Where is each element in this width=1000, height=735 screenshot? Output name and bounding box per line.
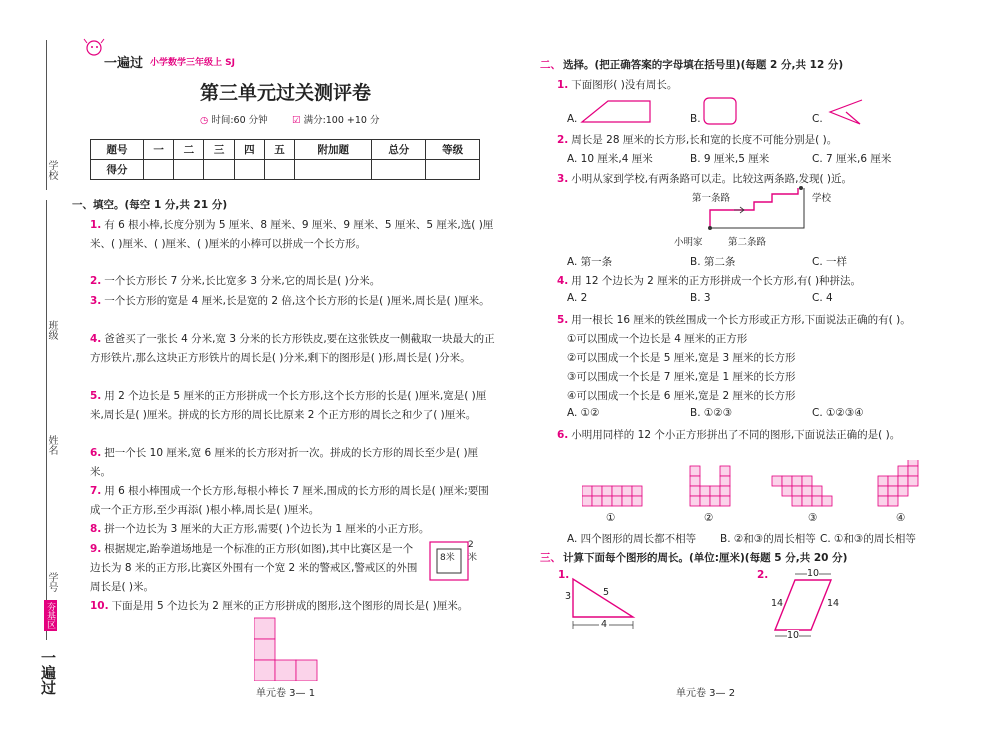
- question-number: 2.: [90, 275, 102, 287]
- score-header: 三: [204, 140, 234, 160]
- s3-fig1-side-a: 3: [565, 591, 572, 602]
- s1-q1: 1. 有 6 根小棒,长度分别为 5 厘米、8 厘米、9 厘米、9 厘米、5 厘米、5 厘米,选( )厘米、( )厘米、( )厘米、( )厘米的小棒可以拼成一个长方形。: [90, 219, 494, 250]
- s2-q3-map: [672, 186, 842, 248]
- s2-q1-shape-b: [702, 96, 738, 129]
- s1-q7: 7. 用 6 根小棒围成一个长方形,每根小棒长 7 厘米,围成的长方形的周长是( )厘米;要围成一个正方形,至少再添( )根小棒,周长是( )厘米。: [90, 485, 489, 516]
- s1-q3: 3. 一个长方形的宽是 4 厘米,长是宽的 2 倍,这个长方形的长是( )厘米,周长是( )厘米。: [90, 295, 490, 307]
- s3-fig2-bottom: 10: [787, 630, 800, 641]
- score-header: 五: [264, 140, 294, 160]
- s2-q3-opt-a: A. 第一条: [567, 256, 613, 268]
- question-number: 3.: [557, 173, 569, 185]
- score-cell[interactable]: [144, 160, 174, 180]
- s3-fig1-side-c: 4: [601, 619, 608, 630]
- score-cell[interactable]: [234, 160, 264, 180]
- s2-q6-fig-label: ②: [704, 512, 714, 524]
- score-header: 二: [174, 140, 204, 160]
- question-number: 10.: [90, 600, 109, 612]
- s2-q4-opt-a: A. 2: [567, 292, 588, 304]
- s1-q5: 5. 用 2 个边长是 5 厘米的正方形拼成一个长方形,这个长方形的长是( )厘米,宽是( )厘米,周长是( )厘米。拼成的长方形的周长比原来 2 个正方形的周长之和少了( )厘米。: [90, 390, 487, 421]
- s2-q1-opt-b: B.: [690, 113, 701, 125]
- sidebar-tag: 夯基区: [45, 602, 55, 629]
- score-header: 等级: [426, 140, 480, 160]
- score-cell[interactable]: [372, 160, 426, 180]
- s1-q10-figure: [254, 617, 318, 684]
- footer-left: 单元卷 3— 1: [256, 688, 316, 699]
- question-number: 1.: [557, 79, 569, 91]
- question-number: 7.: [90, 485, 102, 497]
- s1-q8: 8. 拼一个边长为 3 厘米的大正方形,需要( )个边长为 1 厘米的小正方形。: [90, 523, 430, 535]
- question-number: 2.: [557, 134, 569, 146]
- score-header: 一: [144, 140, 174, 160]
- score-header: 总分: [372, 140, 426, 160]
- sidebar-brand: 一遍过: [39, 650, 57, 695]
- s1-q9-figure: [428, 538, 478, 586]
- score-table: [90, 139, 480, 180]
- score-row-label: 得分: [91, 160, 144, 180]
- score-cell[interactable]: [264, 160, 294, 180]
- s2-q1-opt-a: A.: [567, 113, 578, 125]
- s2-q4-opt-b: B. 3: [690, 292, 711, 304]
- sidebar-class: 班级: [46, 320, 57, 340]
- s2-q3: 3. 小明从家到学校,有两条路可以走。比较这两条路,发现( )近。: [557, 173, 853, 185]
- s3-fig1: [565, 575, 645, 633]
- time-info: [200, 112, 268, 126]
- s2-q2-opt-b: B. 9 厘米,5 厘米: [690, 153, 770, 165]
- s2-q6-opt-b: B. ②和③的周长相等: [720, 533, 816, 545]
- time-text: 时间:60 分钟: [211, 115, 268, 126]
- question-number: 9.: [90, 543, 102, 555]
- s2-q3-second-road: 第二条路: [728, 237, 767, 248]
- s2-q3-school: 学校: [812, 193, 832, 204]
- s3-fig2: [765, 568, 855, 642]
- score-cell[interactable]: [174, 160, 204, 180]
- question-number: 6.: [557, 429, 569, 441]
- s3-fig2-right: 14: [827, 598, 840, 609]
- sidebar-name: 姓名: [46, 435, 57, 455]
- score-header: 附加题: [295, 140, 372, 160]
- s2-q3-opt-b: B. 第二条: [690, 256, 736, 268]
- score-header: 题号: [91, 140, 144, 160]
- s2-q6-opt-a: A. 四个图形的周长都不相等: [567, 533, 697, 545]
- s2-q6-figures: [582, 460, 922, 514]
- s2-q1-opt-c: C.: [812, 113, 823, 125]
- question-number: 3.: [90, 295, 102, 307]
- s2-q5-item: ④可以围成一个长是 6 厘米,宽是 2 厘米的长方形: [567, 390, 796, 402]
- s2-q5-item: ①可以围成一个边长是 4 厘米的正方形: [567, 333, 748, 345]
- s1-q10: 10. 下面是用 5 个边长为 2 厘米的正方形拼成的图形,这个图形的周长是( )厘米。: [90, 600, 469, 612]
- score-header: 四: [234, 140, 264, 160]
- s3-fig2-left: 14: [771, 598, 784, 609]
- s2-q3-opt-c: C. 一样: [812, 256, 848, 268]
- s2-q2: 2. 周长是 28 厘米的长方形,长和宽的长度不可能分别是( )。: [557, 134, 838, 146]
- question-number: 6.: [90, 447, 102, 459]
- check-icon: ☑: [292, 115, 301, 126]
- section2-title: 二、 选择。(把正确答案的字母填在括号里)(每题 2 分,共 12 分): [540, 59, 844, 71]
- s2-q1-shape-c: [826, 98, 864, 129]
- s2-q6-fig-label: ④: [896, 512, 906, 524]
- footer-right: 单元卷 3— 2: [676, 688, 736, 699]
- s2-q5-item: ③可以围成一个长是 7 厘米,宽是 1 厘米的长方形: [567, 371, 796, 383]
- question-number: 4.: [557, 275, 569, 287]
- s2-q6-fig-label: ①: [606, 512, 616, 524]
- score-cell[interactable]: [426, 160, 480, 180]
- s2-q1-shape-a: [580, 98, 652, 127]
- s2-q5-opt-a: A. ①②: [567, 407, 600, 419]
- s2-q3-first-road: 第一条路: [692, 193, 731, 204]
- s1-q9-label-2: 2米: [468, 540, 478, 563]
- s2-q2-opt-a: A. 10 厘米,4 厘米: [567, 153, 653, 165]
- section-number: 三、: [540, 552, 561, 564]
- section1-title: [72, 197, 227, 212]
- s1-q9-label-8: 8米: [440, 553, 455, 563]
- s1-q2: 2. 一个长方形长 7 分米,长比宽多 3 分米,它的周长是( )分米。: [90, 275, 381, 287]
- question-number: 5.: [90, 390, 102, 402]
- s2-q5-item: ②可以围成一个长是 5 厘米,宽是 3 厘米的长方形: [567, 352, 796, 364]
- score-cell[interactable]: [204, 160, 234, 180]
- section-number: 二、: [540, 59, 561, 71]
- question-number: 4.: [90, 333, 102, 345]
- question-number: 8.: [90, 523, 102, 535]
- section3-title: 三、 计算下面每个图形的周长。(单位:厘米)(每题 5 分,共 20 分): [540, 552, 848, 564]
- s2-q6-fig-label: ③: [808, 512, 818, 524]
- s2-q2-opt-c: C. 7 厘米,6 厘米: [812, 153, 892, 165]
- s2-q3-home: 小明家: [674, 237, 703, 248]
- brand-name: 一遍过: [104, 56, 144, 71]
- s3-fig2-num: 2.: [757, 569, 769, 581]
- question-number: 1.: [90, 219, 102, 231]
- score-text: 满分:100 +10 分: [303, 115, 380, 126]
- question-number: 5.: [557, 314, 569, 326]
- s2-q6-opt-c: C. ①和③的周长相等: [820, 533, 916, 545]
- sidebar-school: 学校: [46, 160, 57, 180]
- score-info: [292, 112, 379, 126]
- section1-title-text: 一、填空。(每空 1 分,共 21 分): [72, 199, 228, 211]
- s2-q1: 1. 下面图形( )没有周长。: [557, 79, 678, 91]
- s2-q5: 5. 用一根长 16 厘米的铁丝围成一个长方形或正方形,下面说法正确的有( )。: [557, 314, 911, 326]
- s1-q6: 6. 把一个长 10 厘米,宽 6 厘米的长方形对折一次。拼成的长方形的周长至少是( )厘米。: [90, 447, 479, 478]
- s2-q4: 4. 用 12 个边长为 2 厘米的正方形拼成一个长方形,有( )种拼法。: [557, 275, 862, 287]
- s2-q6: 6. 小明用同样的 12 个小正方形拼出了不同的图形,下面说法正确的是( )。: [557, 429, 901, 441]
- sidebar-id: 学号: [46, 572, 57, 592]
- s3-fig1-num: 1.: [558, 569, 570, 581]
- page-title: 第三单元过关测评卷: [200, 82, 372, 104]
- s2-q5-opt-b: B. ①②③: [690, 407, 733, 419]
- clock-icon: ◷: [200, 115, 209, 126]
- s1-q9: 9. 根据规定,跆拳道场地是一个标准的正方形(如图),其中比赛区是一个边长为 8 米的正方形,比赛区外围有一个宽 2 米的警戒区,警戒区的外围周长是( )米。: [90, 543, 418, 593]
- s1-q4: 4. 爸爸买了一张长 4 分米,宽 3 分米的长方形铁皮,要在这张铁皮一侧截取一块最大的正方形铁片,那么这块正方形铁片的周长是( )分米,剩下的图形是( )形,周长是( )分米。: [90, 333, 495, 364]
- s2-q4-opt-c: C. 4: [812, 292, 833, 304]
- brand-subtitle: 小学数学三年级上 SJ: [150, 58, 235, 68]
- score-cell[interactable]: [295, 160, 372, 180]
- s3-fig2-top: 10: [807, 568, 820, 579]
- s2-q5-opt-c: C. ①②③④: [812, 407, 864, 419]
- s3-fig1-side-b: 5: [603, 587, 610, 598]
